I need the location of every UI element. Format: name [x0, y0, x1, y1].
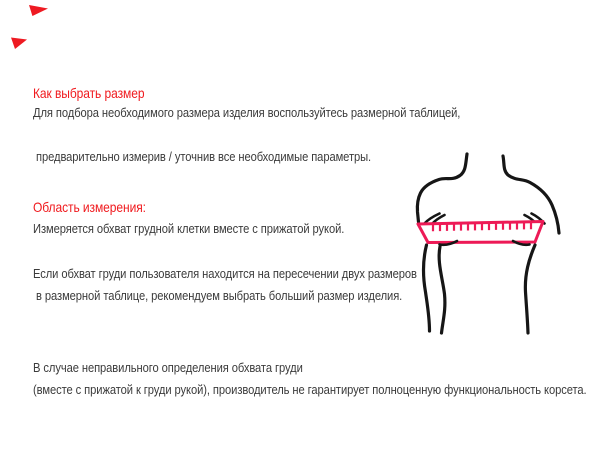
paragraph-two-sizes-line1: Если обхват груди пользователя находится на пересечении двух размеров: [33, 266, 417, 281]
section-heading-how-to-choose-size: Как выбрать размер: [33, 85, 145, 101]
paragraph-two-sizes-line2: в размерной таблице, рекомендуем выбрать больший размер изделия.: [33, 288, 403, 303]
corner-accent-triangle-top: [29, 3, 48, 16]
torso-outline: [395, 145, 580, 340]
corner-accent-triangle-bottom: [11, 35, 27, 49]
paragraph-disclaimer-line1: В случае неправильного определения обхвата груди: [33, 360, 303, 375]
paragraph-disclaimer-line2: (вместе с прижатой к груди рукой), производитель не гарантирует полноценную функциональность корсета.: [33, 382, 587, 397]
chest-measurement-illustration: [395, 145, 580, 340]
paragraph-chest-measurement: Измеряется обхват грудной клетки вместе с прижатой рукой.: [33, 221, 345, 236]
section-heading-measurement-area: Область измерения:: [33, 199, 146, 215]
paragraph-size-table-line1: Для подбора необходимого размера изделия воспользуйтесь размерной таблицей,: [33, 105, 461, 120]
paragraph-size-table-line2: предварительно измерив / уточнив все необходимые параметры.: [33, 149, 372, 164]
measuring-tape-icon: [418, 222, 543, 243]
